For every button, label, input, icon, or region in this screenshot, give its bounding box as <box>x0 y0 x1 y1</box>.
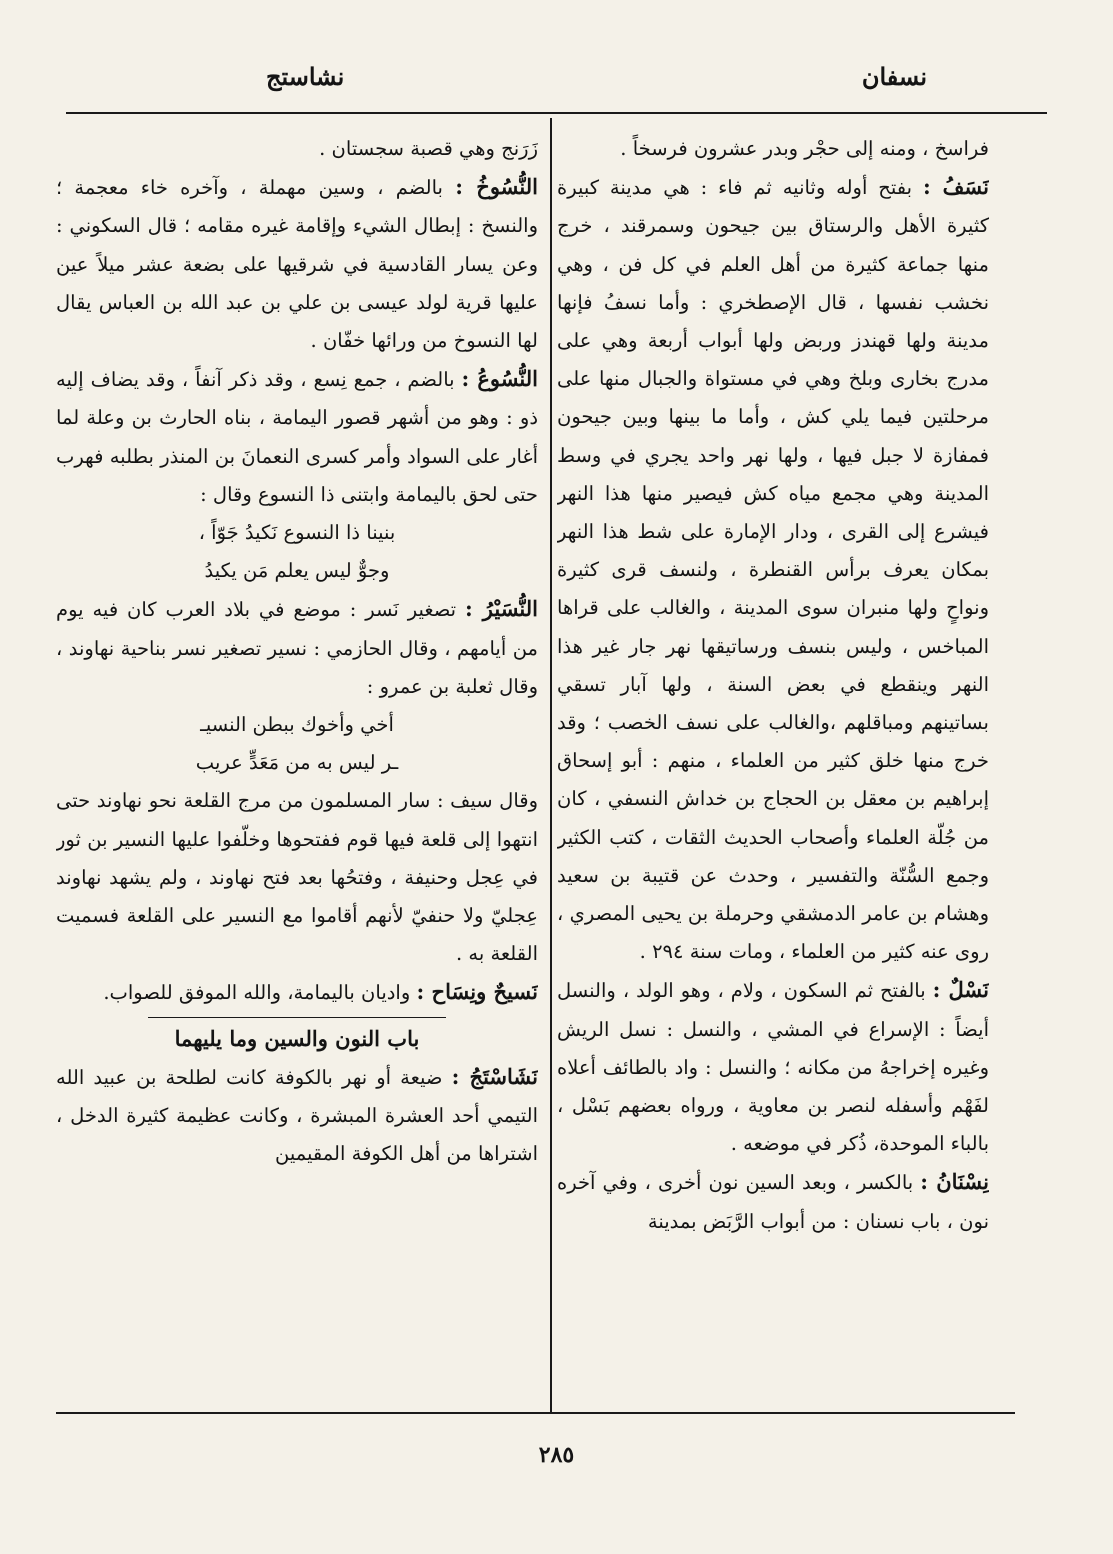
verse-line: أخي وأخوك ببطن النسيـ <box>200 713 394 737</box>
entry-text: تصغير نَسر : موضع في بلاد العرب كان فيه يوم من أيامهم ، وقال الحازمي : نسير تصغير نسر بناحية نهاوند ، وقال ثعلبة بن عمرو : <box>56 598 538 698</box>
header-rule <box>66 112 1047 114</box>
verse-line: ـر ليس به من مَعَدٍّ عريب <box>195 751 399 775</box>
entry-nashastaj <box>56 1058 538 1174</box>
page-number: ٢٨٥ <box>538 1442 575 1468</box>
headword: نَسَفُ : <box>922 174 989 200</box>
entry-text-sayf: وقال سيف : سار المسلمون من مرج القلعة نحو نهاوند حتى انتهوا إلى قلعة فيها قوم ففتحوها وخلّفوا عليها النسير بن ثور في عِجل وحنيفة ، وفتحُها بعد فتح نهاوند ، ولم يشهد نهاوند عِجليّ ولا حنفيّ لأنهم أقاموا مع النسير على القلعة فسميت القلعة به . <box>56 789 538 966</box>
entry-nusayr <box>56 590 538 706</box>
headword: النُّسَيْرُ : <box>465 596 538 622</box>
entry-nasaf <box>557 168 989 971</box>
section-title: باب النون والسين وما يليهما <box>174 1025 420 1051</box>
section-divider <box>148 1017 447 1018</box>
verse-line: بنينا ذا النسوع نَكيدُ جَوّاً ، <box>198 521 396 545</box>
entry-text: ضيعة أو نهر بالكوفة كانت لطلحة بن عبيد الله التيمي أحد العشرة المبشرة ، وكانت عظيمة كثيرة الدخل ، اشتراها من أهل الكوفة المقيمين <box>56 1065 538 1166</box>
entry-text: بالفتح ثم السكون ، ولام ، وهو الولد ، والنسل أيضاً : الإسراع في المشي ، والنسل : نسل الريش وغيره إخراجهُ من مكانه ؛ والنسل : واد بالطائف أعلاه لفَهْم وأسفله لنصر بن معاوية ، ورواه بعضهم بَسْل ، بالباء الموحدة، ذُكر في موضعه . <box>557 979 989 1156</box>
headword: نَسْلٌ : <box>932 977 989 1003</box>
entry-text: بالضم ، وسين مهملة ، وآخره خاء معجمة ؛ والنسخ : إبطال الشيء وإقامة غيره مقامه ؛ قال السكوني : وعن يسار القادسية في شرقيها على بضعة عشر ميلاً عين عليها قرية لولد عيسى بن علي بن عبد الله بن العباس يقال لها النسوخ من ورائها خفّان . <box>56 176 538 353</box>
running-head-right: نسفان <box>861 62 927 91</box>
entry-text: واديان باليمامة، والله الموفق للصواب. <box>103 981 417 1005</box>
entry-text: بالكسر ، وبعد السين نون أخرى ، وفي آخره نون ، باب نسنان : من أبواب الرَّبَض بمدينة <box>557 1171 989 1233</box>
entry-nisnan <box>557 1163 989 1240</box>
page-header <box>66 52 1047 102</box>
right-column <box>557 130 989 1399</box>
entry-continuation: فراسخ ، ومنه إلى حجْر وبدر عشرون فرسخاً . <box>620 137 989 160</box>
headword: نِسْنَانُ : <box>920 1169 989 1195</box>
headword: نَشَاسْتَجُ : <box>451 1063 538 1089</box>
running-head-left: نشاستج <box>266 62 345 91</box>
headword: النُّسُوعُ : <box>461 366 538 392</box>
headword: نَسيحٌ ونِسَاح : <box>416 979 538 1005</box>
verse-line: وجوٌّ ليس يعلم مَن يكيدُ <box>204 559 390 583</box>
left-column <box>56 130 538 1399</box>
entry-nasih <box>56 973 538 1012</box>
entry-text: بالضم ، جمع نِسع ، وقد ذكر آنفاً ، وقد يضاف إليه ذو : وهو من أشهر قصور اليمامة ، بناه الحارث بن وعلة لما أغار على السواد وأمر كسرى النعمانَ بن المنذر بطلبه فهرب حتى لحق باليمامة وابتنى ذا النسوع وقال : <box>56 368 538 506</box>
footer-rule <box>56 1412 1015 1414</box>
headword: النُّسُوخُ : <box>455 174 538 200</box>
entry-nasl <box>557 971 989 1163</box>
column-divider <box>550 118 552 1412</box>
entry-text: بفتح أوله وثانيه ثم فاء : هي مدينة كبيرة كثيرة الأهل والرستاق بين جيحون وسمرقند ، خرج منها جماعة كثيرة من أهل العلم في كل فن ، وهي نخشب نفسها ، قال الإصطخري : وأما نسفُ فإنها مدينة ولها قهندز وربض ولها أبواب أربعة وهي على مدرج بخارى وبلخ وهي في مستواة والجبال منها على مرحلتين فيما يلي كش ، وأما ما بينها وبين جيحون فمفازة لا جبل فيها ، ولها نهر واحد يجري في وسط المدينة وهي مجمع مياه كش فيصير منها هذا النهر فيشرع إلى القرى ، ودار الإمارة على شط هذا النهر بمكان يعرف برأس القنطرة ، ولنسف قرى كثيرة ونواحٍ ولها منبران سوى المدينة ، والغالب على قراها المباخس ، وليس بنسف ورساتيقها نهر جار غير هذا النهر وينقطع في بعض السنة ، ولها آبار تسقي بساتينهم ومباقلهم ،والغالب على نسف الخصب ؛ وقد خرج منها خلق كثير من العلماء ، منهم : أبو إسحاق إبراهيم بن معقل بن الحجاج بن خداش النسفي ، كان من جُلّة العلماء وأصحاب الحديث الثقات ، كتب الكثير وجمع السُّنّة والتفسير ، وحدث عن قتيبة بن سعيد وهشام بن عامر الدمشقي وحرملة بن يحيى المصري ، روى عنه كثير من العلماء ، ومات سنة ٢٩٤ . <box>557 176 989 964</box>
entry-nusukh <box>56 168 538 360</box>
entry-nusu <box>56 360 538 514</box>
entry-continuation: زَرَنج وهي قصبة سجستان . <box>319 137 538 160</box>
